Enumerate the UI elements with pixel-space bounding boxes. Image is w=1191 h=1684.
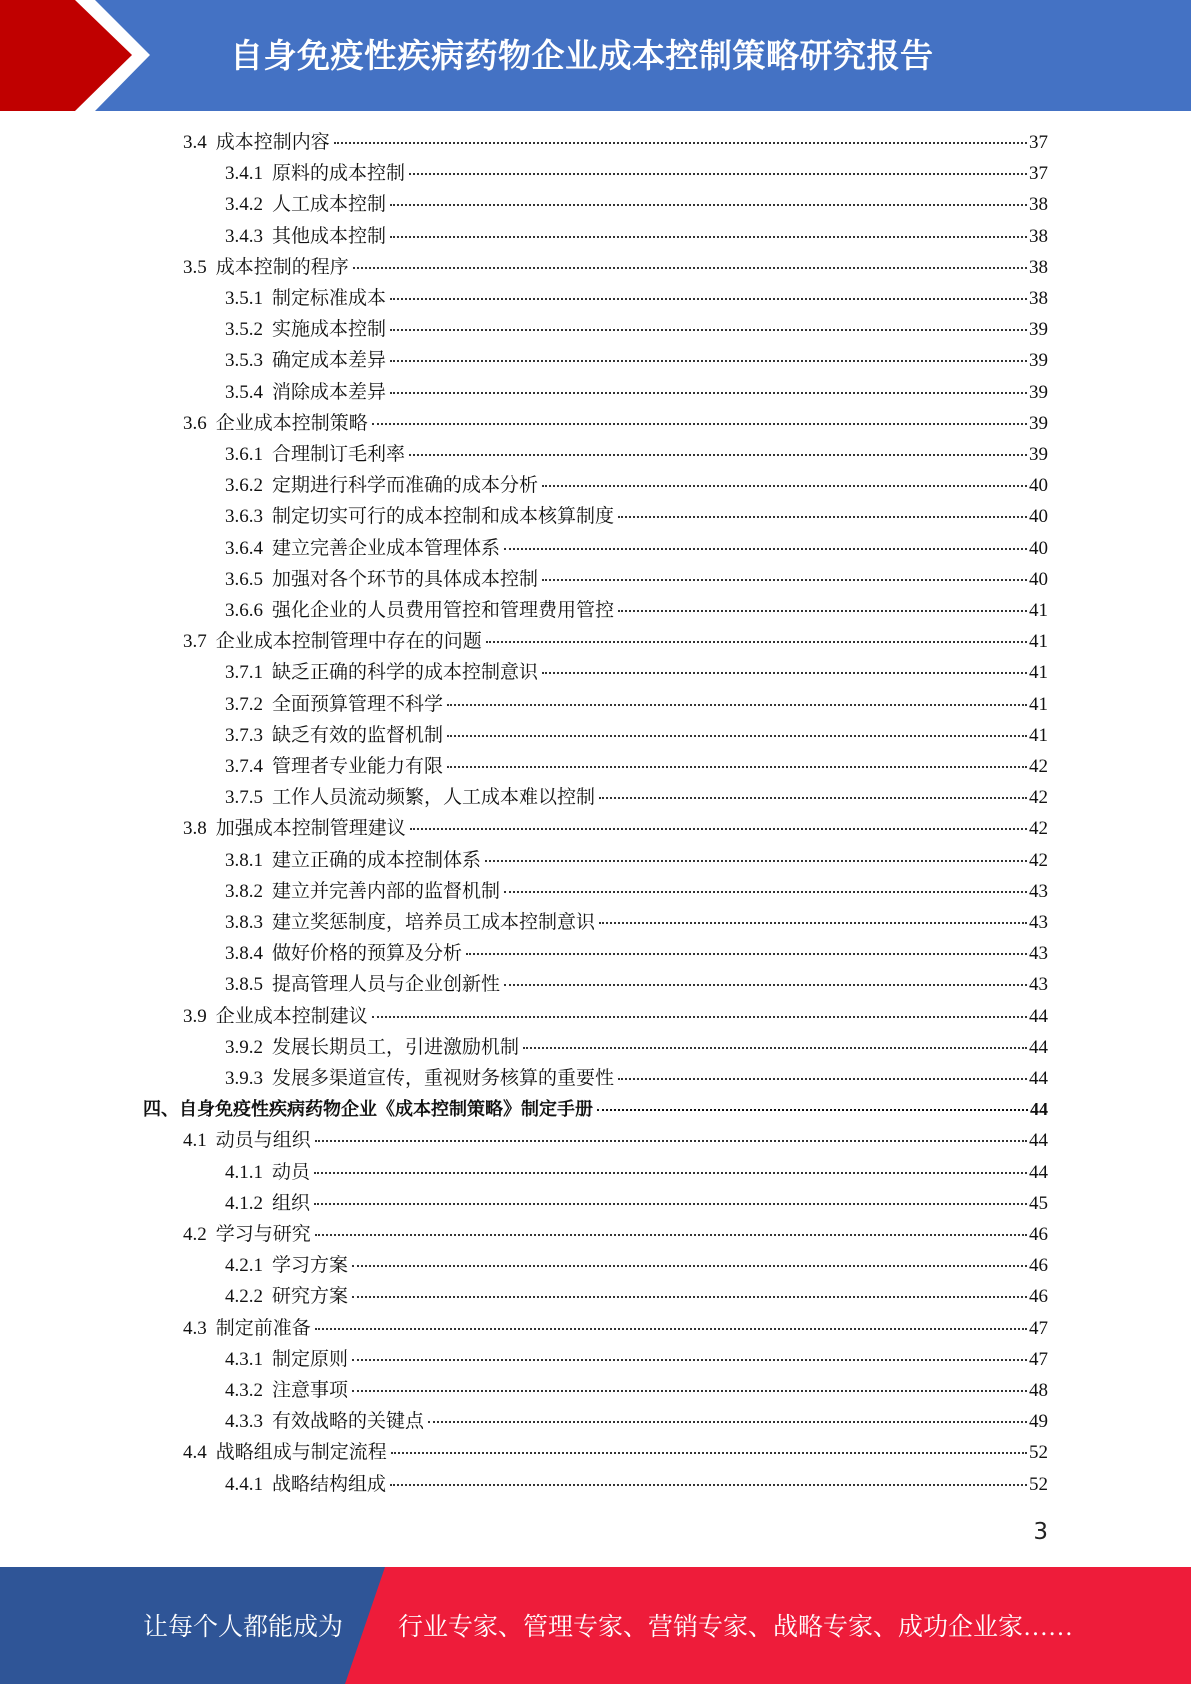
toc-entry-title: 战略结构组成 xyxy=(272,1473,387,1495)
toc-dot-leader xyxy=(390,298,1027,300)
header-banner xyxy=(0,0,1191,111)
toc-entry-title: 制定前准备 xyxy=(215,1317,311,1339)
toc-entry-title: 人工成本控制 xyxy=(272,194,387,216)
toc-entry-number: 3.8.4 xyxy=(225,943,263,965)
toc-entry-title: 注意事项 xyxy=(272,1380,349,1401)
toc-entry-title: 企业成本控制管理中存在的问题 xyxy=(215,631,482,653)
toc-entry-page: 40 xyxy=(1029,475,1048,497)
toc-entry[interactable] xyxy=(225,907,1048,938)
toc-entry-title: 工作人员流动频繁，人工成本难以控制 xyxy=(272,787,596,809)
toc-dot-leader xyxy=(315,1234,1027,1236)
toc-entry[interactable] xyxy=(225,845,1048,876)
toc-entry-page: 41 xyxy=(1029,600,1048,621)
toc-entry-number: 3.5.4 xyxy=(225,381,263,403)
toc-entry-number: 3.4.2 xyxy=(225,194,263,216)
toc-entry-number: 3.8 xyxy=(183,818,207,840)
toc-entry[interactable] xyxy=(225,345,1048,376)
toc-entry-page: 39 xyxy=(1029,381,1048,403)
toc-entry-title: 企业成本控制策略 xyxy=(215,412,368,434)
toc-entry-page: 41 xyxy=(1029,724,1048,746)
toc-entry-title: 动员 xyxy=(272,1161,311,1183)
toc-dot-leader xyxy=(352,1359,1027,1361)
toc-entry-number: 4.3.2 xyxy=(225,1380,263,1401)
toc-entry-title: 学习与研究 xyxy=(215,1224,311,1245)
toc-entry-number: 4.4.1 xyxy=(225,1473,263,1495)
toc-entry[interactable] xyxy=(143,1094,1048,1125)
toc-entry-page: 38 xyxy=(1029,194,1048,216)
toc-entry-number: 3.9 xyxy=(183,1005,207,1027)
toc-dot-leader xyxy=(391,1452,1027,1454)
toc-entry-page: 49 xyxy=(1029,1411,1048,1433)
toc-entry[interactable] xyxy=(225,1188,1048,1219)
toc-entry-number: 3.8.1 xyxy=(225,849,263,871)
toc-entry-page: 42 xyxy=(1029,787,1048,809)
toc-entry-number: 4.3.1 xyxy=(225,1348,263,1370)
toc-entry-page: 44 xyxy=(1029,1161,1048,1183)
toc-entry-number: 3.6.6 xyxy=(225,600,263,621)
toc-entry[interactable] xyxy=(225,1406,1048,1437)
toc-entry-title: 缺乏正确的科学的成本控制意识 xyxy=(272,662,539,684)
toc-dot-leader xyxy=(353,267,1027,269)
toc-entry-number: 3.7.3 xyxy=(225,724,263,746)
toc-entry-page: 52 xyxy=(1029,1442,1048,1464)
toc-dot-leader xyxy=(447,766,1027,768)
toc-entry-number: 3.9.2 xyxy=(225,1036,263,1058)
toc-entry-number: 3.5 xyxy=(183,256,207,278)
toc-entry-page: 43 xyxy=(1029,912,1048,933)
toc-dot-leader xyxy=(410,828,1027,830)
toc-entry-title: 组织 xyxy=(272,1192,311,1214)
toc-entry[interactable] xyxy=(225,1157,1048,1188)
toc-entry-number: 3.6.1 xyxy=(225,444,263,465)
toc-entry-number: 3.8.3 xyxy=(225,912,263,933)
toc-dot-leader xyxy=(352,1265,1027,1267)
toc-entry-title: 做好价格的预算及分析 xyxy=(272,943,463,965)
toc-dot-leader xyxy=(390,329,1027,331)
toc-entry-number: 3.6.2 xyxy=(225,475,263,497)
toc-entry-title: 有效战略的关键点 xyxy=(272,1411,425,1433)
toc-entry-title: 制定标准成本 xyxy=(272,288,387,309)
toc-entry-title: 四、自身免疫性疾病药物企业《成本控制策略》制定手册 xyxy=(143,1099,593,1120)
toc-dot-leader xyxy=(485,860,1027,862)
toc-entry-number: 3.5.2 xyxy=(225,319,263,341)
toc-entry-page: 52 xyxy=(1029,1473,1048,1495)
toc-entry-page: 37 xyxy=(1029,132,1048,153)
toc-dot-leader xyxy=(372,423,1027,425)
toc-entry-number: 3.7.2 xyxy=(225,693,263,715)
toc-entry-title: 研究方案 xyxy=(272,1286,349,1308)
toc-entry-title: 制定切实可行的成本控制和成本核算制度 xyxy=(272,506,615,528)
toc-entry-title: 成本控制的程序 xyxy=(215,256,349,278)
toc-entry-number: 4.2.2 xyxy=(225,1286,263,1308)
toc-entry[interactable] xyxy=(183,127,1048,158)
toc-dot-leader xyxy=(352,1296,1027,1298)
toc-entry-number: 3.4 xyxy=(183,132,207,153)
toc-entry-page: 42 xyxy=(1029,756,1048,777)
toc-dot-leader xyxy=(504,891,1027,893)
toc-dot-leader xyxy=(542,672,1027,674)
toc-entry[interactable] xyxy=(225,1281,1048,1312)
toc-dot-leader xyxy=(618,516,1027,518)
toc-entry-page: 41 xyxy=(1029,631,1048,653)
toc-entry-page: 43 xyxy=(1029,880,1048,902)
toc-dot-leader xyxy=(409,454,1027,456)
toc-dot-leader xyxy=(599,797,1027,799)
toc-dot-leader xyxy=(504,548,1027,550)
toc-dot-leader xyxy=(314,1203,1027,1205)
toc-entry[interactable] xyxy=(183,1219,1048,1250)
toc-entry-page: 40 xyxy=(1029,537,1048,559)
toc-dot-leader xyxy=(447,704,1027,706)
toc-entry[interactable] xyxy=(225,314,1048,345)
toc-dot-leader xyxy=(409,173,1027,175)
toc-entry-number: 4.1 xyxy=(183,1130,207,1152)
toc-entry-page: 38 xyxy=(1029,288,1048,309)
toc-entry-page: 44 xyxy=(1029,1036,1048,1058)
toc-entry-title: 建立正确的成本控制体系 xyxy=(272,849,482,871)
toc-entry-title: 合理制订毛利率 xyxy=(272,444,406,465)
toc-entry-page: 44 xyxy=(1030,1099,1048,1120)
toc-entry-title: 学习方案 xyxy=(272,1255,349,1277)
toc-entry[interactable] xyxy=(225,720,1048,751)
toc-entry-title: 发展长期员工，引进激励机制 xyxy=(272,1036,520,1058)
toc-entry-title: 建立奖惩制度，培养员工成本控制意识 xyxy=(272,912,596,933)
toc-entry-page: 41 xyxy=(1029,693,1048,715)
toc-entry-title: 其他成本控制 xyxy=(272,225,387,247)
toc-entry-number: 3.5.3 xyxy=(225,350,263,372)
toc-entry[interactable] xyxy=(225,377,1048,408)
toc-entry-number: 3.4.1 xyxy=(225,163,263,185)
toc-entry-page: 46 xyxy=(1029,1286,1048,1308)
toc-entry[interactable] xyxy=(225,782,1048,813)
toc-entry[interactable] xyxy=(225,689,1048,720)
toc-dot-leader xyxy=(542,579,1027,581)
toc-dot-leader xyxy=(597,1109,1028,1111)
toc-entry[interactable] xyxy=(183,1437,1048,1468)
toc-entry-number: 3.7.5 xyxy=(225,787,263,809)
toc-entry[interactable] xyxy=(183,1001,1048,1032)
toc-entry[interactable] xyxy=(225,470,1048,501)
toc-entry-page: 47 xyxy=(1029,1348,1048,1370)
toc-entry-title: 原料的成本控制 xyxy=(272,163,406,185)
page-number: 3 xyxy=(1033,1519,1048,1545)
toc-entry-page: 38 xyxy=(1029,225,1048,247)
toc-entry-page: 44 xyxy=(1029,1130,1048,1152)
toc-entry[interactable] xyxy=(225,439,1048,470)
toc-entry-page: 39 xyxy=(1029,350,1048,372)
toc-entry-page: 44 xyxy=(1029,1068,1048,1089)
toc-entry[interactable] xyxy=(225,938,1048,969)
toc-entry-title: 加强成本控制管理建议 xyxy=(215,818,406,840)
toc-entry[interactable] xyxy=(225,969,1048,1000)
toc-entry-page: 47 xyxy=(1029,1317,1048,1339)
toc-dot-leader xyxy=(466,953,1027,955)
toc-entry[interactable] xyxy=(183,1125,1048,1156)
toc-entry[interactable] xyxy=(225,1063,1048,1094)
toc-dot-leader xyxy=(314,1172,1027,1174)
toc-entry-number: 3.7 xyxy=(183,631,207,653)
toc-entry-title: 战略组成与制定流程 xyxy=(215,1442,387,1464)
toc-entry-number: 3.8.2 xyxy=(225,880,263,902)
toc-entry[interactable] xyxy=(225,657,1048,688)
toc-entry-page: 43 xyxy=(1029,974,1048,996)
toc-entry[interactable] xyxy=(183,408,1048,439)
toc-entry-number: 3.6.5 xyxy=(225,568,263,590)
toc-entry-title: 成本控制内容 xyxy=(215,132,330,153)
toc-entry[interactable] xyxy=(225,751,1048,782)
toc-entry-number: 4.4 xyxy=(183,1442,207,1464)
toc-entry-page: 37 xyxy=(1029,163,1048,185)
toc-entry[interactable] xyxy=(225,189,1048,220)
toc-entry[interactable] xyxy=(225,595,1048,626)
toc-dot-leader xyxy=(447,735,1027,737)
toc-entry-page: 39 xyxy=(1029,319,1048,341)
toc-entry-page: 42 xyxy=(1029,818,1048,840)
toc-entry-page: 48 xyxy=(1029,1380,1048,1401)
toc-entry-page: 40 xyxy=(1029,506,1048,528)
toc-entry-page: 46 xyxy=(1029,1224,1048,1245)
footer-banner xyxy=(0,1567,1191,1684)
toc-entry-title: 建立并完善内部的监督机制 xyxy=(272,880,501,902)
toc-entry[interactable] xyxy=(225,283,1048,314)
toc-entry-number: 3.6.3 xyxy=(225,506,263,528)
toc-entry-number: 3.7.4 xyxy=(225,756,263,777)
toc-entry-page: 44 xyxy=(1029,1005,1048,1027)
toc-dot-leader xyxy=(618,610,1027,612)
toc-dot-leader xyxy=(334,142,1027,144)
toc-entry[interactable] xyxy=(183,1313,1048,1344)
toc-entry[interactable] xyxy=(225,876,1048,907)
toc-entry[interactable] xyxy=(225,501,1048,532)
toc-entry[interactable] xyxy=(225,1032,1048,1063)
toc-entry-number: 4.3.3 xyxy=(225,1411,263,1433)
toc-entry-title: 缺乏有效的监督机制 xyxy=(272,724,444,746)
toc-entry-page: 41 xyxy=(1029,662,1048,684)
toc-entry-page: 39 xyxy=(1029,412,1048,434)
toc-dot-leader xyxy=(390,1484,1027,1486)
toc-entry-title: 企业成本控制建议 xyxy=(215,1005,368,1027)
toc-entry-number: 3.5.1 xyxy=(225,288,263,309)
toc-entry-page: 45 xyxy=(1029,1192,1048,1214)
toc-entry[interactable] xyxy=(225,533,1048,564)
toc-entry-title: 动员与组织 xyxy=(215,1130,311,1152)
toc-entry-number: 4.1.2 xyxy=(225,1192,263,1214)
toc-entry-title: 确定成本差异 xyxy=(272,350,387,372)
toc-entry[interactable] xyxy=(225,1344,1048,1375)
toc-entry-title: 管理者专业能力有限 xyxy=(272,756,444,777)
toc-dot-leader xyxy=(390,360,1027,362)
toc-entry-number: 3.6 xyxy=(183,412,207,434)
toc-entry-page: 39 xyxy=(1029,444,1048,465)
toc-dot-leader xyxy=(372,1016,1027,1018)
toc-entry[interactable] xyxy=(183,626,1048,657)
toc-dot-leader xyxy=(542,485,1027,487)
toc-entry-title: 实施成本控制 xyxy=(272,319,387,341)
toc-entry[interactable] xyxy=(225,158,1048,189)
footer-slogan-left: 让每个人都能成为 xyxy=(143,1614,344,1641)
toc-entry-page: 38 xyxy=(1029,256,1048,278)
toc-entry-page: 46 xyxy=(1029,1255,1048,1277)
toc-entry[interactable] xyxy=(225,1375,1048,1406)
toc-entry[interactable] xyxy=(225,1469,1048,1500)
footer-slogan-right: 行业专家、管理专家、营销专家、战略专家、成功企业家…… xyxy=(398,1614,1074,1641)
toc-dot-leader xyxy=(618,1078,1027,1080)
toc-entry-number: 3.9.3 xyxy=(225,1068,263,1089)
toc-dot-leader xyxy=(390,392,1027,394)
toc-entry-title: 定期进行科学而准确的成本分析 xyxy=(272,475,539,497)
toc-entry[interactable] xyxy=(225,1250,1048,1281)
toc-entry-number: 4.3 xyxy=(183,1317,207,1339)
toc-entry-page: 40 xyxy=(1029,568,1048,590)
toc-entry-title: 制定原则 xyxy=(272,1348,349,1370)
toc-dot-leader xyxy=(390,236,1027,238)
toc-entry[interactable] xyxy=(183,252,1048,283)
toc-entry-number: 4.2 xyxy=(183,1224,207,1245)
toc-entry-page: 42 xyxy=(1029,849,1048,871)
toc-dot-leader xyxy=(390,204,1027,206)
toc-entry-title: 全面预算管理不科学 xyxy=(272,693,444,715)
toc-dot-leader xyxy=(504,984,1027,986)
toc-entry-title: 提高管理人员与企业创新性 xyxy=(272,974,501,996)
toc-dot-leader xyxy=(352,1390,1027,1392)
toc-dot-leader xyxy=(315,1328,1027,1330)
toc-entry-number: 4.2.1 xyxy=(225,1255,263,1277)
toc-entry-title: 发展多渠道宣传，重视财务核算的重要性 xyxy=(272,1068,615,1089)
toc-entry-page: 43 xyxy=(1029,943,1048,965)
toc-entry[interactable] xyxy=(183,813,1048,844)
toc-dot-leader xyxy=(599,922,1027,924)
toc-entry-number: 3.8.5 xyxy=(225,974,263,996)
toc-dot-leader xyxy=(428,1421,1027,1423)
toc-entry-number: 4.1.1 xyxy=(225,1161,263,1183)
toc-entry-title: 强化企业的人员费用管控和管理费用管控 xyxy=(272,600,615,621)
toc-entry-number: 3.7.1 xyxy=(225,662,263,684)
toc-entry[interactable] xyxy=(225,221,1048,252)
toc-entry-title: 建立完善企业成本管理体系 xyxy=(272,537,501,559)
toc-entry-title: 加强对各个环节的具体成本控制 xyxy=(272,568,539,590)
toc-entry-number: 3.6.4 xyxy=(225,537,263,559)
toc-entry-title: 消除成本差异 xyxy=(272,381,387,403)
toc-entry[interactable] xyxy=(225,564,1048,595)
toc-dot-leader xyxy=(486,641,1027,643)
toc-dot-leader xyxy=(523,1047,1027,1049)
toc-dot-leader xyxy=(315,1140,1027,1142)
document-title: 自身免疫性疾病药物企业成本控制策略研究报告 xyxy=(230,36,934,75)
toc-entry-number: 3.4.3 xyxy=(225,225,263,247)
